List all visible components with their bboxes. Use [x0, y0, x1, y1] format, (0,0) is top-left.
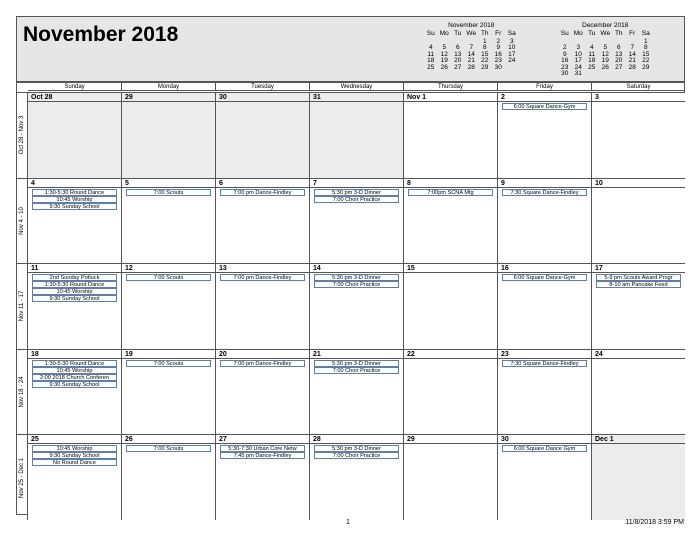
week-label: [17, 264, 28, 349]
event-list: [216, 444, 309, 459]
calendar-event[interactable]: 7:00 Scouts: [126, 189, 211, 196]
day-number: 28: [310, 435, 403, 444]
day-cell[interactable]: [403, 435, 497, 520]
mini-day[interactable]: 21: [628, 57, 636, 64]
mini-day[interactable]: 24: [508, 57, 516, 64]
mini-day: [639, 71, 653, 78]
mini-dow-label: Sa: [507, 30, 516, 38]
day-number: 7: [310, 179, 403, 188]
calendar-event[interactable]: 5:30 pm 3-D Dinner: [314, 189, 399, 196]
week-days: [28, 435, 685, 520]
printed-timestamp: 11/8/2018 3:59 PM: [625, 519, 684, 526]
day-cell[interactable]: [28, 350, 121, 435]
calendar-event[interactable]: 10:45 Worship: [32, 288, 117, 295]
calendar-event[interactable]: 2:00 2018 Church Conferen: [32, 374, 117, 381]
calendar-event[interactable]: 7:00 pm Dance-Findley: [220, 360, 305, 367]
mini-day[interactable]: 27: [454, 63, 462, 71]
day-cell[interactable]: [215, 93, 309, 178]
day-number: 31: [310, 93, 403, 102]
event-list: [216, 273, 309, 281]
day-cell[interactable]: [497, 350, 591, 435]
mini-day[interactable]: 11: [588, 50, 596, 58]
event-list: [216, 188, 309, 196]
event-list: [498, 444, 591, 452]
day-number: 30: [216, 93, 309, 102]
calendar-event[interactable]: 8-10 am Pancake Feed: [596, 281, 681, 288]
day-cell[interactable]: [591, 350, 685, 435]
day-cell[interactable]: [121, 179, 215, 264]
mini-calendar-title: December 2018: [582, 22, 629, 29]
dow-monday: Monday: [121, 83, 215, 90]
mini-day[interactable]: 12: [440, 50, 448, 58]
day-cell[interactable]: [215, 179, 309, 264]
mini-day: [585, 71, 599, 78]
day-number: Nov 1: [404, 93, 497, 102]
calendar-event[interactable]: 9:30 Sunday School: [32, 203, 117, 210]
mini-day[interactable]: 8: [482, 44, 487, 51]
week-label-text: Nov 18 - 24: [19, 376, 25, 408]
mini-day[interactable]: 9: [496, 44, 501, 51]
mini-day[interactable]: 29: [481, 63, 489, 71]
day-number: 11: [28, 264, 121, 273]
day-cell[interactable]: [497, 179, 591, 264]
day-cell[interactable]: [591, 93, 685, 178]
calendar-event[interactable]: 5:30 pm 3-D Dinner: [314, 445, 399, 452]
page-number: 1: [346, 519, 350, 526]
mini-day[interactable]: 22: [642, 57, 650, 64]
calendar-event[interactable]: 7:00 Scouts: [126, 274, 211, 281]
dow-wednesday: Wednesday: [309, 83, 403, 90]
day-number: 13: [216, 264, 309, 273]
event-list: [216, 359, 309, 367]
day-cell[interactable]: [497, 93, 591, 178]
mini-day[interactable]: 1: [643, 37, 648, 45]
day-number: 16: [498, 264, 591, 273]
mini-day[interactable]: 19: [601, 57, 609, 64]
mini-day[interactable]: 30: [494, 63, 502, 71]
page-title: November 2018: [23, 23, 179, 46]
calendar-event[interactable]: 6:00 Square Dance-Gym: [502, 103, 587, 110]
event-list: [498, 188, 591, 196]
mini-calendar-table: [424, 31, 519, 72]
day-number: 3: [592, 93, 685, 102]
week-label: [17, 93, 28, 178]
event-list: [310, 359, 403, 374]
mini-day[interactable]: 22: [481, 57, 489, 64]
mini-day[interactable]: 18: [588, 57, 596, 64]
mini-day[interactable]: 28: [467, 63, 475, 71]
month-grid: [16, 82, 685, 515]
day-cell[interactable]: [121, 435, 215, 520]
day-cell[interactable]: [497, 435, 591, 520]
day-cell[interactable]: [309, 350, 403, 435]
calendar-event[interactable]: 7:00pm SCNA Mtg: [408, 189, 493, 196]
day-cell[interactable]: [121, 93, 215, 178]
day-number: 4: [28, 179, 121, 188]
mini-day[interactable]: 20: [615, 57, 623, 64]
day-number: 30: [498, 435, 591, 444]
mini-day[interactable]: 17: [508, 50, 516, 58]
event-list: [122, 359, 215, 367]
day-cell[interactable]: [121, 350, 215, 435]
mini-day[interactable]: 8: [643, 44, 648, 51]
mini-day[interactable]: 18: [427, 57, 435, 64]
mini-day[interactable]: 16: [494, 50, 502, 58]
mini-day[interactable]: 19: [440, 57, 448, 64]
mini-day[interactable]: 1: [482, 37, 487, 45]
event-list: [28, 273, 121, 302]
day-cell[interactable]: [403, 179, 497, 264]
week-row: [17, 178, 685, 264]
dow-friday: Friday: [497, 83, 591, 90]
day-number: 2: [498, 93, 591, 102]
mini-calendar-november: [424, 23, 519, 71]
mini-dow-label: Su: [560, 30, 569, 38]
week-label: [17, 179, 28, 264]
mini-day[interactable]: 24: [574, 63, 582, 71]
mini-day[interactable]: 13: [615, 50, 623, 58]
day-number: 25: [28, 435, 121, 444]
mini-day[interactable]: 16: [561, 57, 569, 64]
day-number: 8: [404, 179, 497, 188]
mini-day[interactable]: 30: [561, 70, 569, 77]
calendar-event[interactable]: 7:00 pm Dance-Findley: [220, 274, 305, 281]
mini-dow-label: Th: [614, 30, 623, 38]
mini-calendar-title: November 2018: [448, 22, 495, 29]
mini-day[interactable]: 14: [628, 50, 636, 58]
mini-dow-label: Sa: [641, 30, 650, 38]
mini-dow-label: Th: [480, 30, 489, 38]
event-list: [592, 102, 685, 103]
calendar-event[interactable]: 6:00 Square Dance-Gym: [502, 274, 587, 281]
mini-day[interactable]: 2: [562, 44, 567, 51]
event-list: [310, 444, 403, 459]
week-row: [17, 263, 685, 349]
mini-day[interactable]: 23: [494, 57, 502, 64]
event-list: [122, 188, 215, 196]
mini-dow-label: Fr: [495, 30, 502, 38]
event-list: [404, 273, 497, 274]
mini-dow-label: Tu: [588, 30, 596, 38]
event-list: [28, 359, 121, 388]
day-number: 23: [498, 350, 591, 359]
calendar-event[interactable]: 7:30 Square Dance-Findley: [502, 360, 587, 367]
mini-day[interactable]: 29: [642, 63, 650, 71]
day-number: 27: [216, 435, 309, 444]
day-number: 22: [404, 350, 497, 359]
dow-tuesday: Tuesday: [215, 83, 309, 90]
event-list: [310, 188, 403, 203]
mini-day[interactable]: 13: [454, 50, 462, 58]
mini-day[interactable]: 4: [589, 44, 594, 51]
mini-day[interactable]: 11: [427, 50, 435, 58]
event-list: [122, 102, 215, 103]
day-number: 19: [122, 350, 215, 359]
mini-day[interactable]: 7: [469, 44, 474, 51]
day-number: 15: [404, 264, 497, 273]
mini-dow-label: Tu: [454, 30, 462, 38]
day-cell[interactable]: [215, 435, 309, 520]
calendar-event[interactable]: 7:45 pm Dance-Findley: [220, 452, 305, 459]
mini-day[interactable]: 25: [427, 63, 435, 71]
day-cell[interactable]: [591, 435, 685, 520]
day-cell[interactable]: [28, 179, 121, 264]
calendar-event[interactable]: 5-9 pm Scouts Award Progr: [596, 274, 681, 281]
mini-day[interactable]: 26: [601, 63, 609, 71]
day-number: 20: [216, 350, 309, 359]
mini-dow-label: Mo: [573, 30, 583, 38]
dow-saturday: Saturday: [591, 83, 685, 90]
day-number: 24: [592, 350, 685, 359]
calendar-event[interactable]: 7:00 pm Dance-Findley: [220, 189, 305, 196]
calendar-event[interactable]: 10:45 Worship: [32, 445, 117, 452]
mini-day[interactable]: 27: [615, 63, 623, 71]
mini-day[interactable]: 9: [562, 50, 567, 58]
event-list: [28, 188, 121, 210]
mini-calendar-december: [558, 23, 653, 78]
day-cell[interactable]: [309, 179, 403, 264]
calendar-event[interactable]: 9:30 Sunday School: [32, 452, 117, 459]
dow-sunday: Sunday: [64, 84, 85, 90]
mini-day[interactable]: 2: [496, 37, 501, 45]
calendar-event[interactable]: 7:00 Choir Practice: [314, 452, 399, 459]
week-row: [17, 434, 685, 520]
mini-day[interactable]: 6: [455, 44, 460, 51]
week-label: [17, 350, 28, 435]
calendar-event[interactable]: 6:00 Square Dance Gym: [502, 445, 587, 452]
day-cell[interactable]: [403, 350, 497, 435]
mini-day: [505, 65, 519, 72]
mini-dow-label: We: [466, 30, 477, 38]
mini-day[interactable]: 25: [588, 63, 596, 71]
week-days: [28, 264, 685, 349]
calendar-event[interactable]: 7:00 Scouts: [126, 360, 211, 367]
dow-thursday: Thursday: [403, 83, 497, 90]
day-cell[interactable]: [591, 264, 685, 349]
mini-day[interactable]: 12: [601, 50, 609, 58]
day-of-week-header: [28, 83, 685, 91]
mini-day[interactable]: 21: [467, 57, 475, 64]
calendar-event[interactable]: 7:00 Choir Practice: [314, 196, 399, 203]
day-cell[interactable]: [497, 264, 591, 349]
mini-day[interactable]: 31: [574, 70, 582, 77]
mini-day[interactable]: 7: [630, 44, 635, 51]
day-number: 9: [498, 179, 591, 188]
event-list: [592, 444, 685, 445]
week-label: [17, 435, 28, 520]
calendar-event[interactable]: 10:45 Worship: [32, 367, 117, 374]
event-list: [404, 359, 497, 360]
day-cell[interactable]: [28, 264, 121, 349]
event-list: [498, 359, 591, 367]
week-days: [28, 93, 685, 178]
calendar-event[interactable]: 5:30 pm 3-D Dinner: [314, 360, 399, 367]
day-cell[interactable]: [309, 435, 403, 520]
mini-day[interactable]: 6: [616, 44, 621, 51]
day-cell[interactable]: [121, 264, 215, 349]
calendar-event[interactable]: 5:30-7:30 Urban Core Netw: [220, 445, 305, 452]
mini-day[interactable]: 28: [628, 63, 636, 71]
calendar-event[interactable]: 1:30-5:30 Round Dance: [32, 281, 117, 288]
day-cell[interactable]: [591, 179, 685, 264]
week-label-text: Oct 28 - Nov 3: [19, 115, 25, 155]
day-cell[interactable]: [403, 264, 497, 349]
mini-day[interactable]: 15: [642, 50, 650, 58]
mini-day: [599, 71, 613, 78]
day-number: 10: [592, 179, 685, 188]
event-list: [498, 273, 591, 281]
event-list: [404, 444, 497, 445]
event-list: [498, 102, 591, 110]
day-number: 18: [28, 350, 121, 359]
calendar-event[interactable]: No Round Dance: [32, 459, 117, 466]
mini-day: [612, 71, 626, 78]
event-list: [122, 273, 215, 281]
mini-day[interactable]: 5: [442, 44, 447, 51]
day-cell[interactable]: [309, 93, 403, 178]
calendar-event[interactable]: 7:00 Choir Practice: [314, 281, 399, 288]
mini-dow-label: Su: [426, 30, 435, 38]
mini-dow-label: Mo: [439, 30, 449, 38]
calendar-event[interactable]: 7:00 Choir Practice: [314, 367, 399, 374]
event-list: [28, 444, 121, 466]
mini-day[interactable]: 17: [574, 57, 582, 64]
event-list: [592, 188, 685, 189]
mini-day[interactable]: 5: [603, 44, 608, 51]
mini-calendar-table: [558, 31, 653, 78]
day-number: 21: [310, 350, 403, 359]
event-list: [404, 188, 497, 196]
day-number: 6: [216, 179, 309, 188]
week-row: [17, 92, 685, 178]
calendar-event[interactable]: 9:30 Sunday School: [32, 381, 117, 388]
day-cell[interactable]: [28, 93, 121, 178]
day-number: 12: [122, 264, 215, 273]
event-list: [592, 359, 685, 360]
day-cell[interactable]: [309, 264, 403, 349]
mini-day[interactable]: 23: [561, 63, 569, 71]
day-number: 26: [122, 435, 215, 444]
calendar-event[interactable]: 2nd Sunday Potluck: [32, 274, 117, 281]
week-row: [17, 349, 685, 435]
mini-dow-label: Fr: [629, 30, 636, 38]
day-number: 29: [404, 435, 497, 444]
event-list: [404, 102, 497, 103]
calendar-event[interactable]: 7:30 Square Dance-Findley: [502, 189, 587, 196]
mini-day[interactable]: 20: [454, 57, 462, 64]
day-cell[interactable]: [215, 350, 309, 435]
calendar-event[interactable]: 1:30-5:30 Round Dance: [32, 189, 117, 196]
calendar-header: [16, 16, 685, 82]
event-list: [592, 273, 685, 288]
mini-day[interactable]: 3: [576, 44, 581, 51]
week-label-text: Nov 25 - Dec 1: [19, 457, 25, 498]
mini-day[interactable]: 14: [467, 50, 475, 58]
mini-day[interactable]: 10: [508, 44, 516, 51]
day-cell[interactable]: [403, 93, 497, 178]
calendar-event[interactable]: 5:30 pm 3-D Dinner: [314, 274, 399, 281]
day-number: Oct 28: [28, 93, 121, 102]
mini-day[interactable]: 15: [481, 50, 489, 58]
day-number: 17: [592, 264, 685, 273]
day-number: 5: [122, 179, 215, 188]
event-list: [310, 102, 403, 103]
day-number: 14: [310, 264, 403, 273]
mini-day: [626, 71, 640, 78]
week-label-text: Nov 4 - 10: [19, 207, 25, 235]
event-list: [28, 102, 121, 103]
calendar-event[interactable]: 9:30 Sunday School: [32, 295, 117, 302]
day-cell[interactable]: [215, 264, 309, 349]
event-list: [216, 102, 309, 103]
calendar-event[interactable]: 7:00 Scouts: [126, 445, 211, 452]
day-cell[interactable]: [28, 435, 121, 520]
mini-day[interactable]: 26: [440, 63, 448, 71]
day-number: 29: [122, 93, 215, 102]
week-days: [28, 350, 685, 435]
calendar-event[interactable]: 10:45 Worship: [32, 196, 117, 203]
mini-day[interactable]: 3: [509, 37, 514, 45]
week-days: [28, 179, 685, 264]
mini-day[interactable]: 4: [428, 44, 433, 51]
event-list: [310, 273, 403, 288]
day-number: Dec 1: [592, 435, 685, 444]
mini-dow-label: We: [600, 30, 611, 38]
week-label-text: Nov 11 - 17: [19, 291, 25, 322]
event-list: [122, 444, 215, 452]
mini-day[interactable]: 10: [574, 50, 582, 58]
calendar-event[interactable]: 1:30-5:30 Round Dance: [32, 360, 117, 367]
